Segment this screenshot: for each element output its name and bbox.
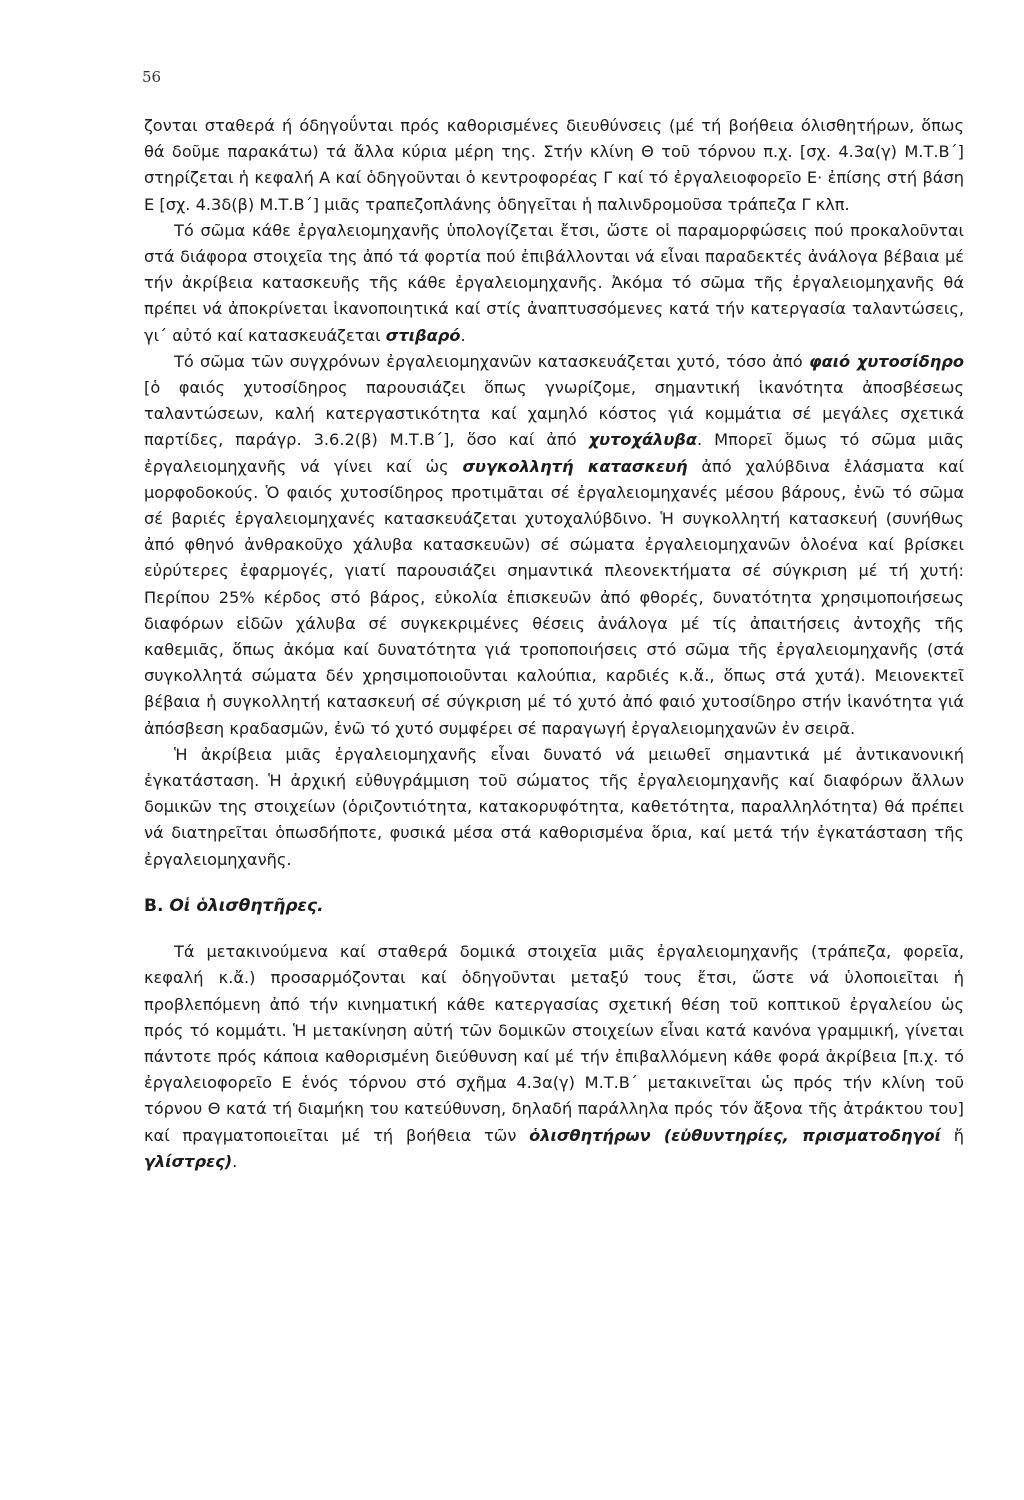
paragraph-text: Ἡ ἀκρίβεια μιᾶς ἐργαλειομηχανῆς εἶναι δυνατό νά μειωθεῖ σημαντικά μέ ἀντικανονική ἐγκατάσταση. Ἡ ἀρχική εὐθυγράμμιση τοῦ σώματος τῆς ἐργαλειομηχανῆς καί διαφόρων ἄλλων δομικῶν της στοιχείων (ὁριζοντιότητα, κατακορυφότητα, καθετότητα, παραλληλότητα) θά πρέπει νά διατηρεῖται ὁπωσδήποτε, φυσικά μέσα στά καθορισμένα ὅρια, καί μετά τήν ἐγκατάσταση τῆς ἐργαλειομηχανῆς.	[144, 744, 964, 869]
paragraph-text: .	[460, 325, 466, 345]
paragraph-text: ἀπό χαλύβδινα ἐλάσματα καί μορφοδοκούς. Ὁ φαιός χυτοσίδηρος προτιμᾶται σέ ἐργαλειομηχανές μέσου βάρους, ἐνῶ τό σῶμα σέ βαριές ἐργαλειομηχανές κατασκευάζεται χυτοχαλύβδινο. Ἡ συγκολλητή κατασκευή (συνήθως ἀπό φθηνό ἀνθρακοῦχο χάλυβα κατασκευῶν) σέ σώματα ἐργαλειομηχανῶν ὁλοένα καί βρίσκει εὐρύτερες ἐφαρμογές, γιατί παρουσιάζει σημαντικά πλεονεκτήματα σέ σύγκριση μέ τή χυτή: Περίπου 25% κέρδος στό βάρος, εὐκολία ἐπισκευῶν ἀπό φθορές, δυνατότητα χρησιμοποιήσεως διαφόρων εἰδῶν χάλυβα σέ συγκεκριμένες θέσεις ἀνάλογα μέ τίς ἀπαιτήσεις ἀντοχῆς τῆς καθεμιᾶς, ὅπως ἀκόμα καί δυνατότητα γιά τροποποιήσεις στό σῶμα τῆς ἐργαλειομηχανῆς (στά συγκολλητά σώματα δέν χρησιμοποιοῦνται καλούπια, καρδιές κ.ἄ., ὅπως στά χυτά). Μειονεκτεῖ βέβαια ἡ συγκολλητή κατασκευή σέ σύγκριση μέ τό χυτό ἀπό φαιό χυτοσίδηρο στήν ἱκανότητα γιά ἀπόσβεση κραδασμῶν, ἐνῶ τό χυτό συμφέρει σέ παραγωγή ἐργαλειομηχανῶν ἐν σειρᾶ.	[144, 456, 964, 738]
paragraph-text: ζονται σταθερά ή όδηγοΰνται πρός καθορισμένες διευθύνσεις (μέ τή βοήθεια όλισθητήρων, ὅπως θά δοῦμε παρακάτω) τά ἄλλα κύρια μέρη της. Στήν κλίνη Θ τοῦ τόρνου π.χ. [σχ. 4.3α(γ) Μ.Τ.Β΄] στηρίζεται ἡ κεφαλή Α καί ὁδηγοῦνται ὁ κεντροφορέας Γ καί τό ἐργαλειοφορεῖο Ε· ἐπίσης στή βάση Ε [σχ. 4.3δ(β) Μ.Τ.Β΄] μιᾶς τραπεζοπλάνης ὁδηγεῖται ἡ παλινδρομοῦσα τράπεζα Γ κλπ.	[144, 116, 964, 214]
emphasis-term: ὁλισθητήρων (εὐθυντηρίες, πρισματοδηγοί	[529, 1125, 941, 1145]
paragraph-text: ἤ	[940, 1125, 965, 1145]
section-number: Β.	[144, 895, 164, 916]
paragraph-text: Τό σῶμα κάθε ἐργαλειομηχανῆς ὑπολογίζεται ἔτσι, ὥστε οἱ παραμορφώσεις πού προκαλοῦνται στά διάφορα στοιχεῖα της ἀπό τά φορτία πού ἐπιβάλλονται νά εἶναι παραδεκτές ἀνάλογα βέβαια μέ τήν ἀκρίβεια κατασκευῆς τῆς κάθε ἐργαλειομηχανῆς. Ἀκόμα τό σῶμα τῆς ἐργαλειομηχανῆς θά πρέπει νά ἀποκρίνεται ἱκανοποιητικά καί στίς ἀναπτυσσόμενες κατά τήν κατεργασία ταλαντώσεις, γι΄ αὐτό καί κατασκευάζεται	[144, 220, 964, 345]
paragraph-text: [ὁ φαιός χυτοσίδηρος παρουσιάζει ὅπως γνωρίζομε, σημαντική ἱκανότητα ἀποσβέσεως ταλαντώσεων, καλή κατεργαστικότητα καί χαμηλό κόστος γιά κομμάτια σέ μεγάλες σχετικά παρτίδες, παράγρ. 3.6.2(β) Μ.Τ.Β΄], ὅσο καί ἀπό	[144, 378, 964, 450]
paragraph	[144, 742, 964, 873]
paragraph-text: Τό σῶμα τῶν συγχρόνων ἐργαλειομηχανῶν κατασκευάζεται χυτό, τόσο ἀπό	[174, 351, 809, 371]
paragraph	[144, 939, 964, 1175]
body-text	[144, 113, 964, 1175]
spacer	[144, 873, 964, 893]
emphasis-term: φαιό χυτοσίδηρο	[808, 351, 964, 371]
section-title: Οἱ ὁλισθητῆρες.	[169, 895, 324, 916]
paragraph-text: . Μπορεῖ ὅμως τό σῶμα μιᾶς ἐργαλειομηχανῆς νά γίνει καί ὡς	[144, 430, 964, 476]
page-number: 56	[142, 68, 162, 86]
paragraph	[144, 349, 964, 742]
emphasis-term: χυτοχάλυβα	[588, 430, 697, 450]
section-heading	[144, 893, 964, 919]
paragraph	[144, 218, 964, 349]
emphasis-term: συγκολλητή κατασκευή	[462, 456, 688, 476]
paragraph-text: .	[232, 1151, 238, 1171]
emphasis-term: στιβαρό	[385, 325, 461, 345]
paragraph-text: Τά μετακινούμενα καί σταθερά δομικά στοιχεῖα μιᾶς ἐργαλειομηχανῆς (τράπεζα, φορεῖα, κεφαλή κ.ἄ.) προσαρμόζονται καί ὁδηγοῦνται μεταξύ τους ἔτσι, ὥστε νά ὑλοποιεῖται ἡ προβλεπόμενη ἀπό τήν κινηματική κάθε κατεργασίας σχετική θέση τοῦ κοπτικοῦ ἐργαλείου ὡς πρός τό κομμάτι. Ἡ μετακίνηση αὐτή τῶν δομικῶν στοιχείων εἶναι κατά κανόνα γραμμική, γίνεται πάντοτε πρός κάποια καθορισμένη διεύθυνση καί μέ τήν ἐπιβαλλόμενη κάθε φορά ἀκρίβεια [π.χ. τό ἐργαλειοφορεῖο Ε ἑνός τόρνου στό σχῆμα 4.3α(γ) Μ.Τ.Β΄ μετακινεῖται ὡς πρός τήν κλίνη τοῦ τόρνου Θ κατά τή διαμήκη του κατεύθυνση, δηλαδή παράλληλα πρός τόν ἄξονα τῆς ἀτράκτου του] καί πραγματοποιεῖται μέ τή βοήθεια τῶν	[144, 942, 964, 1145]
paragraph	[144, 113, 964, 218]
emphasis-term: γλίστρες)	[144, 1151, 233, 1171]
